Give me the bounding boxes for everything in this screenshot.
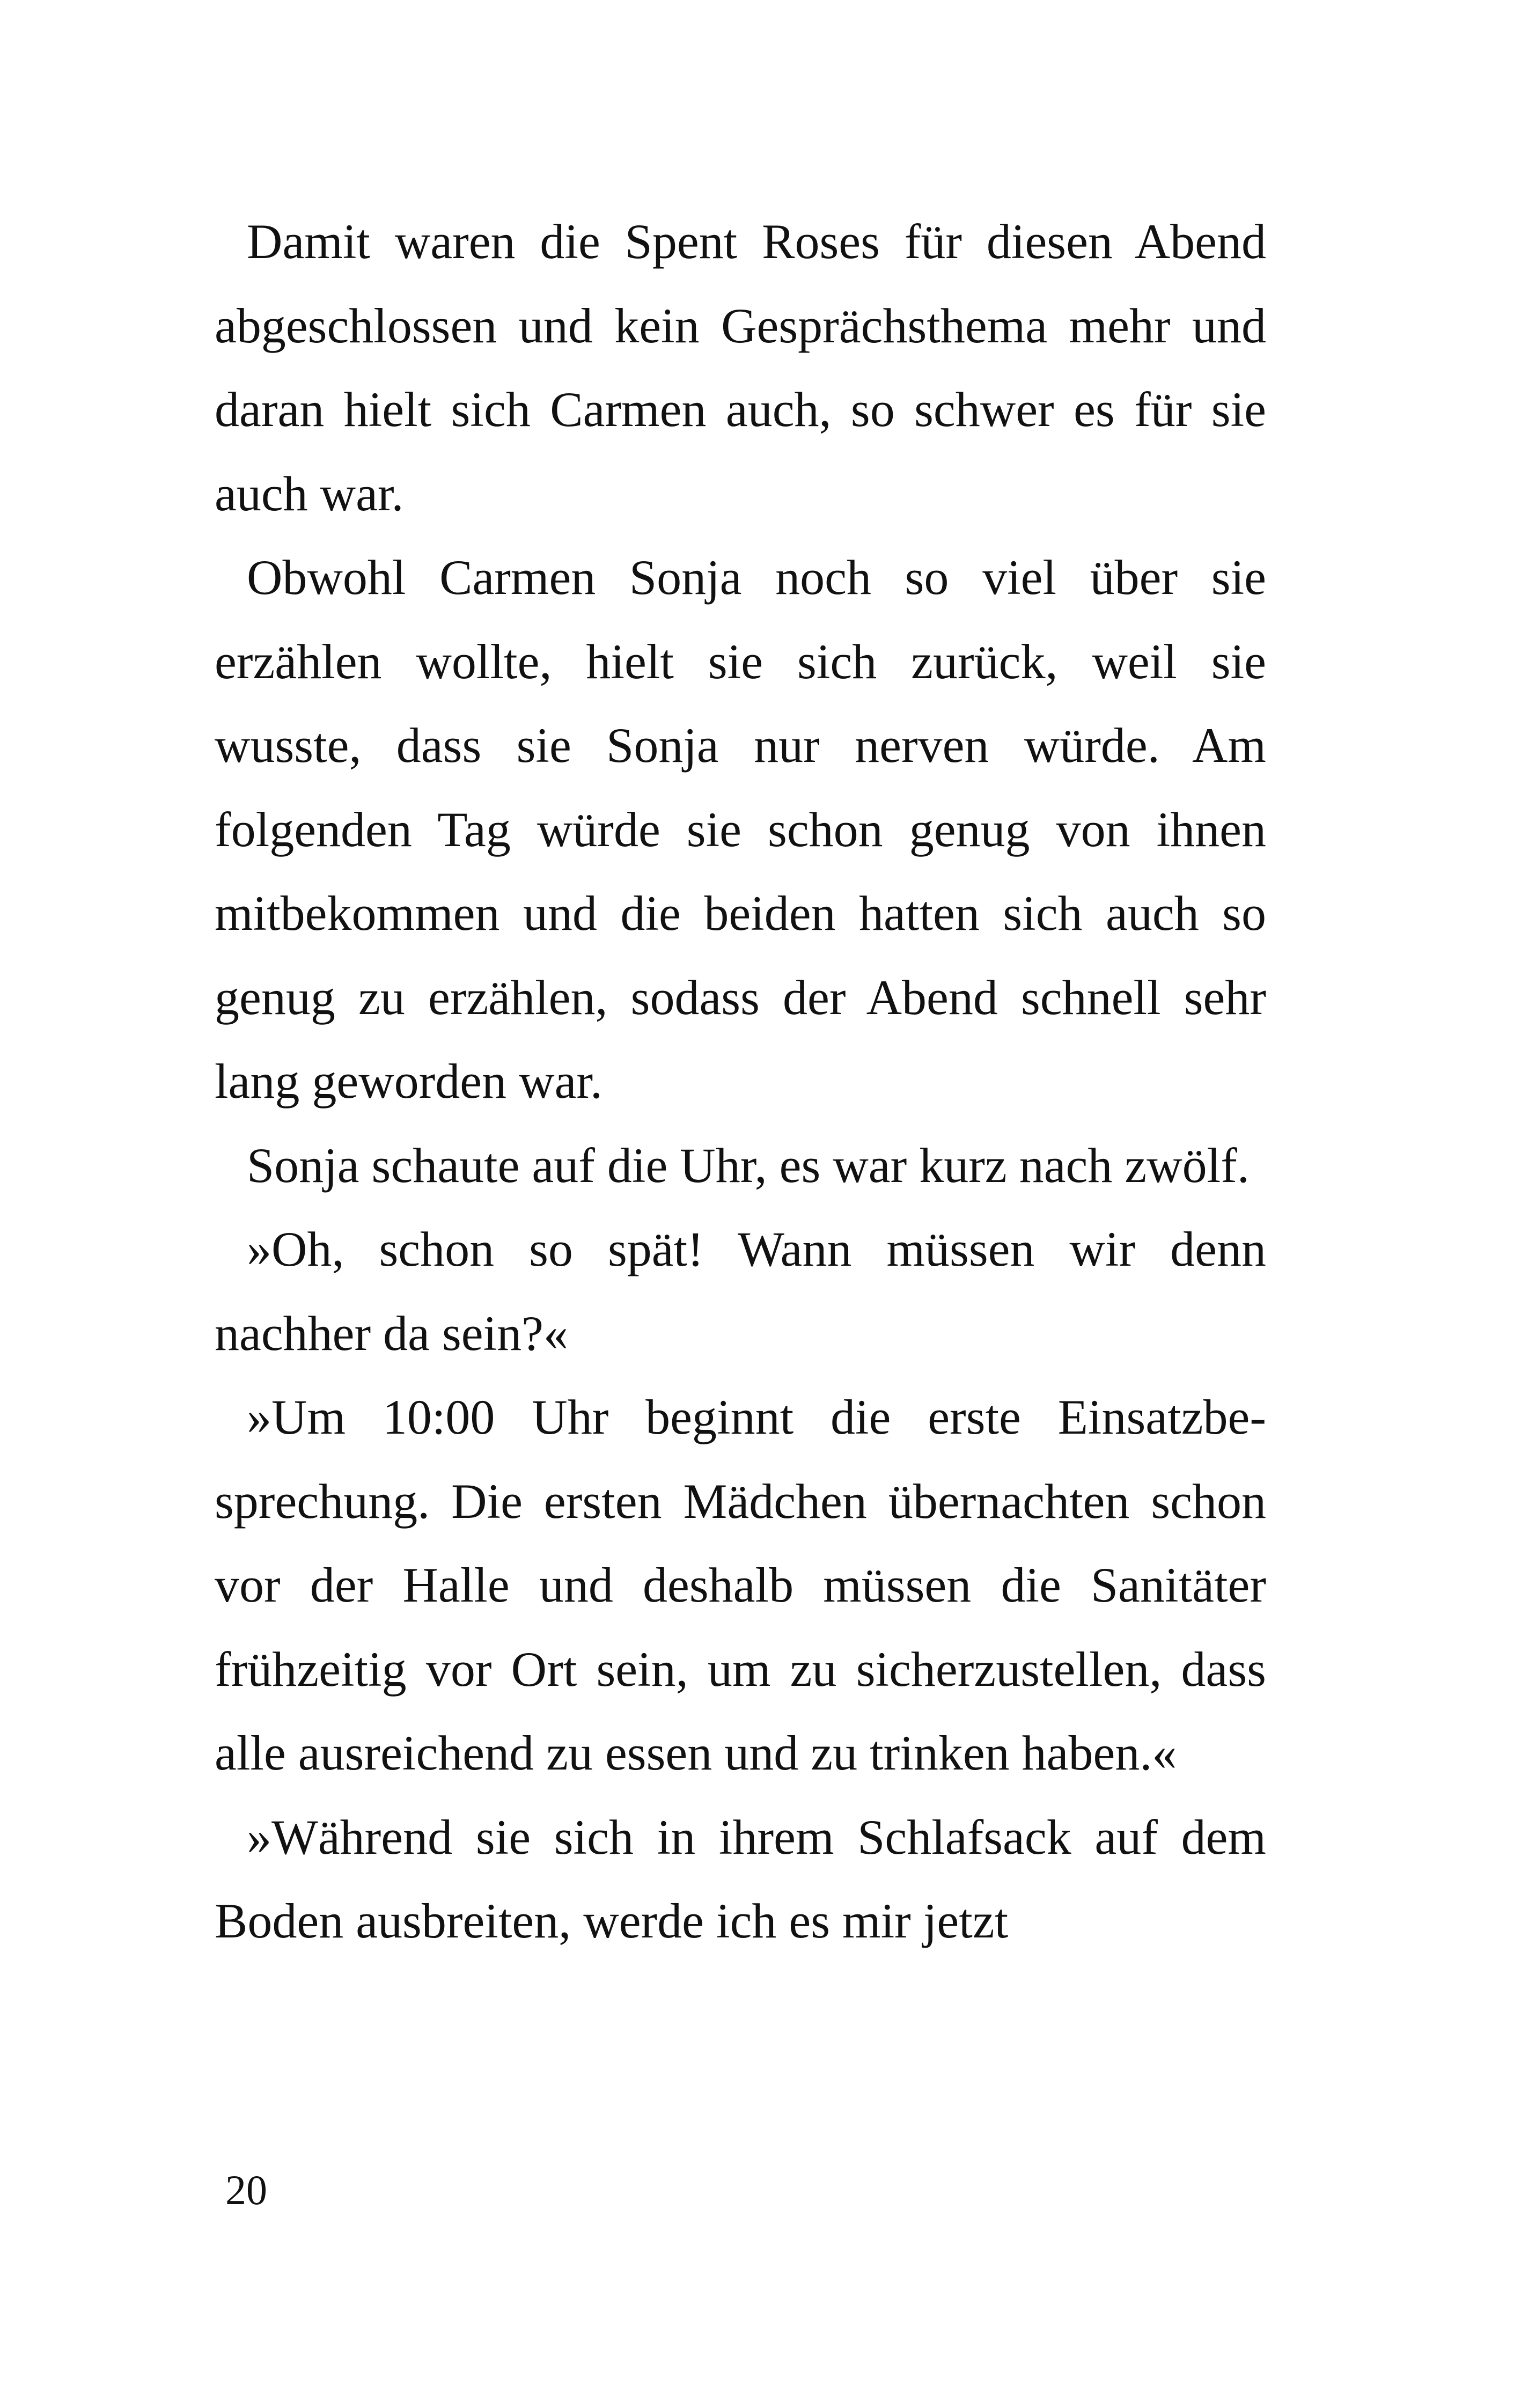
paragraph-6: »Während sie sich in ihrem Schlafsack auf dem Boden ausbreiten, werde ich es mir jetzt	[215, 1809, 1266, 1948]
page-number: 20	[225, 2167, 267, 2213]
paragraph-4: »Oh, schon so spät! Wann müssen wir denn nachher da sein?«	[215, 1222, 1266, 1361]
paragraph-1: Damit waren die Spent Roses für diesen Abend abgeschlossen und kein Gesprächsthema mehr und daran hielt sich Carmen auch, so schwer es für sie auch war.	[215, 214, 1266, 521]
body-text	[215, 200, 1266, 1963]
paragraph-3: Sonja schaute auf die Uhr, es war kurz nach zwölf.	[247, 1137, 1250, 1193]
paragraph-5: »Um 10:00 Uhr beginnt die erste Einsatzbesprechung. Die ersten Mädchen übernachten schon vor der Halle und deshalb müssen die Sanitäter frühzeitig vor Ort sein, um zu sicherzustellen, dass alle ausreichend zu essen und zu trinken haben.«	[215, 1390, 1266, 1780]
paragraph-2: Obwohl Carmen Sonja noch so viel über sie erzählen wollte, hielt sie sich zurück, weil sie wusste, dass sie Sonja nur nerven würde. Am folgenden Tag würde sie schon genug von ihnen mitbekommen und die beiden hatten sich auch so genug zu erzählen, sodass der Abend schnell sehr lang geworden war.	[215, 550, 1266, 1108]
